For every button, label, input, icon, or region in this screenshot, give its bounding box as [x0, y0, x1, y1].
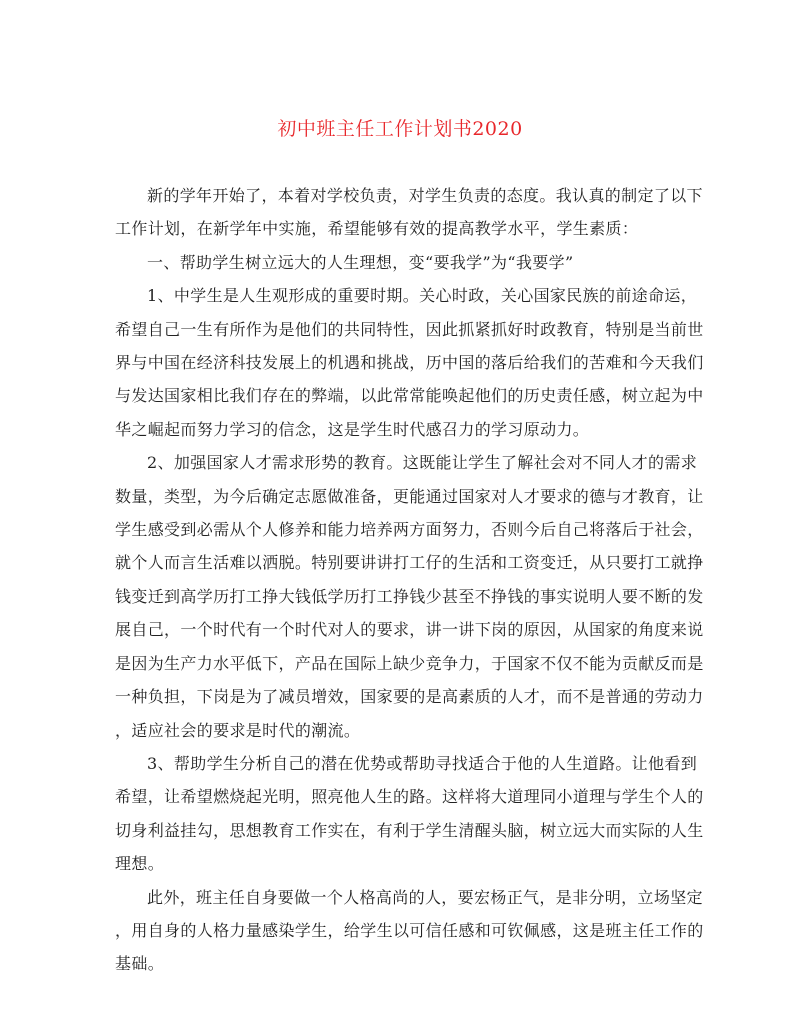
paragraph-point-2 [115, 446, 704, 747]
text-line: ，用自身的人格力量感染学生，给学生以可信任感和可钦佩感，这是班主任工作的 [115, 920, 704, 940]
text-line: 基础。 [115, 954, 165, 974]
text-line: 工作计划，在新学年中实施，希望能够有效的提高教学水平，学生素质： [115, 219, 639, 239]
paragraph-point-1 [115, 279, 704, 446]
text-line: 界与中国在经济科技发展上的机遇和挑战，历中国的落后给我们的苦难和今天我们 [115, 353, 704, 373]
text-line: 希望自己一生有所作为是他们的共同特性，因此抓紧抓好时政教育，特别是当前世 [115, 319, 704, 339]
text-line: 学生感受到必需从个人修养和能力培养两方面努力，否则今后自己将落后于社会， [115, 520, 704, 540]
text-line: 2、加强国家人才需求形势的教育。这既能让学生了解社会对不同人才的需求 [147, 453, 698, 473]
text-line: 新的学年开始了，本着对学校负责，对学生负责的态度。我认真的制定了以下 [147, 186, 703, 205]
text-line: 就个人而言生活难以洒脱。特别要讲讲打工仔的生活和工资变迁，从只要打工就挣 [115, 553, 704, 573]
text-line: 切身利益挂勾，思想教育工作实在，有利于学生清醒头脑，树立远大而实际的人生 [115, 820, 704, 840]
text-line: 数量，类型，为今后确定志愿做准备，更能通过国家对人才要求的德与才教育，让 [115, 486, 704, 506]
text-line: 1、中学生是人生观形成的重要时期。关心时政，关心国家民族的前途命运， [147, 286, 698, 306]
text-line: 展自己，一个时代有一个时代对人的要求，讲一讲下岗的原因，从国家的角度来说 [115, 620, 704, 640]
text-line: 希望，让希望燃烧起光明，照亮他人生的路。这样将大道理同小道理与学生个人的 [115, 787, 704, 807]
text-line: 此外，班主任自身要做一个人格高尚的人，要宏杨正气，是非分明，立场坚定 [147, 887, 703, 907]
text-line: 理想。 [115, 854, 165, 874]
text-line: 一种负担，下岗是为了减员增效，国家要的是高素质的人才，而不是普通的劳动力 [115, 687, 704, 707]
paragraph-section-heading [147, 246, 657, 279]
text-line: 3、帮助学生分析自己的潜在优势或帮助寻找适合于他的人生道路。让他看到 [147, 753, 698, 773]
text-line: 与发达国家相比我们存在的弊端，以此常常能唤起他们的历史责任感，树立起为中 [115, 386, 704, 406]
text-line: ，适应社会的要求是时代的潮流。 [115, 720, 361, 740]
paragraph-point-3 [115, 747, 704, 881]
text-line: 是因为生产力水平低下，产品在国际上缺少竞争力，于国家不仅不能为贡献反而是 [115, 653, 704, 673]
text-line: 钱变迁到高学历打工挣大钱低学历打工挣钱少甚至不挣钱的事实说明人要不断的发 [115, 586, 704, 606]
text-line: 华之崛起而努力学习的信念，这是学生时代感召力的学习原动力。 [115, 419, 590, 439]
document-title: 初中班主任工作计划书2020 [277, 118, 523, 140]
paragraph-conclusion [115, 881, 704, 981]
document-body [115, 179, 704, 981]
paragraph-intro [115, 179, 703, 246]
section-heading: 一、帮助学生树立远大的人生理想，变“要我学”为“我要学” [147, 252, 574, 272]
